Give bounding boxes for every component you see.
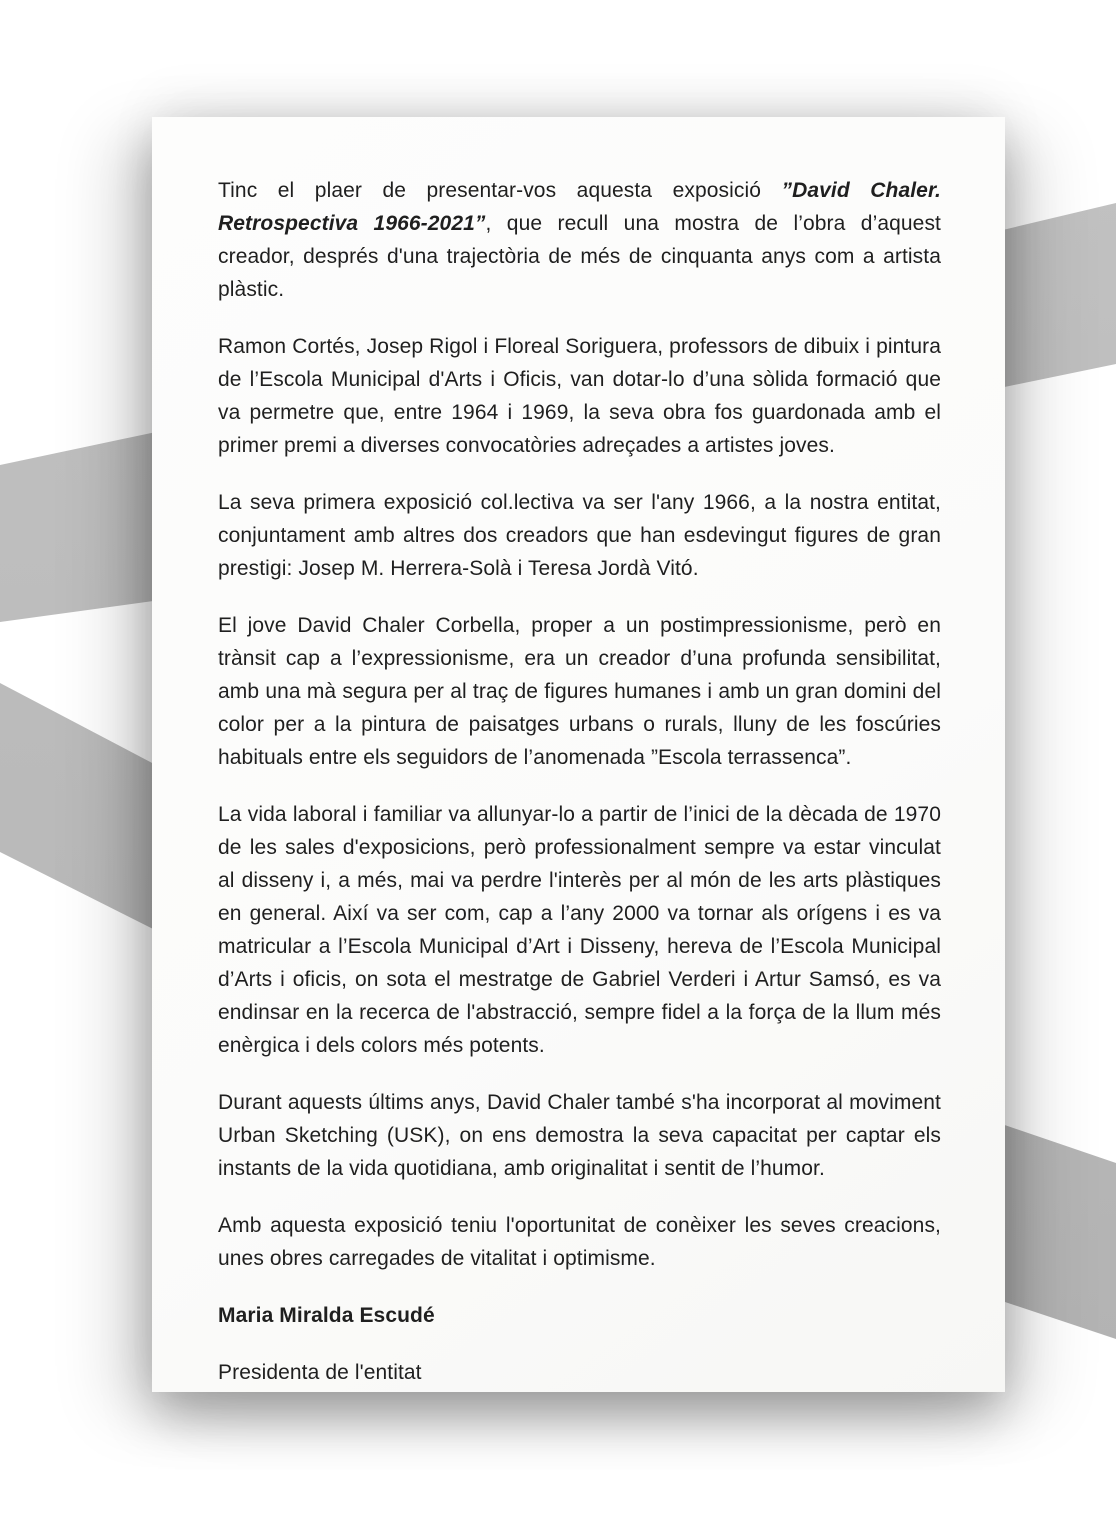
- signature-title: Presidenta de l'entitat: [218, 1361, 422, 1384]
- scanned-letter-page: [152, 117, 1005, 1392]
- paragraph-teachers: Ramon Cortés, Josep Rigol i Floreal Soriguera, professors de dibuix i pintura de l’Escola Municipal d'Arts i Oficis, van dotar-lo d’una sòlida formació que va permetre que, entre 1964 i 1969, la seva obra fos guardonada amb el primer premi a diverses convocatòries adreçades a artistes joves.: [218, 335, 941, 457]
- paragraph-young-artist: El jove David Chaler Corbella, proper a un postimpressionisme, però en trànsit cap a l’expressionisme, era un creador d’una profunda sensibilitat, amb una mà segura per al traç de figures humanes i amb un gran domini del color per a la pintura de paisatges urbans o rurals, lluny de les foscúries habituals entre els seguidors de l’anomenada ”Escola terrassenca”.: [218, 614, 941, 769]
- exhibition-title: ”David Chaler. Retrospectiva 1966-2021”: [218, 179, 941, 235]
- paragraph-closing: Amb aquesta exposició teniu l'oportunitat de conèixer les seves creacions, unes obres carregades de vitalitat i optimisme.: [218, 1214, 941, 1270]
- intro-text-pre: Tinc el plaer de presentar-vos aquesta exposició: [218, 179, 782, 202]
- paragraph-first-exhibition: La seva primera exposició col.lectiva va ser l'any 1966, a la nostra entitat, conjuntament amb altres dos creadors que han esdevingut figures de gran prestigi: Josep M. Herrera-Solà i Teresa Jordà Vitó.: [218, 491, 941, 580]
- paragraph-urban-sketching: Durant aquests últims anys, David Chaler també s'ha incorporat al moviment Urban Sketching (USK), on ens demostra la seva capacitat per captar els instants de la vida quotidiana, amb originalitat i sentit de l’humor.: [218, 1091, 941, 1180]
- paragraph-career: La vida laboral i familiar va allunyar-lo a partir de l’inici de la dècada de 1970 de les sales d'exposicions, però professionalment sempre va estar vinculat al disseny i, a més, mai va perdre l'interès per al món de les arts plàstiques en general. Així va ser com, cap a l’any 2000 va tornar als orígens i es va matricular a l’Escola Municipal d’Art i Disseny, hereva de l’Escola Municipal d’Arts i oficis, on sota el mestratge de Gabriel Verderi i Artur Samsó, es va endinsar en la recerca de l'abstracció, sempre fidel a la força de la llum més enèrgica i dels colors més potents.: [218, 803, 941, 1057]
- intro-text-post: , que recull una mostra de l’obra d’aquest creador, després d'una trajectòria de més de cinquanta anys com a artista plàstic.: [218, 212, 941, 301]
- signature-name: Maria Miralda Escudé: [218, 1304, 435, 1327]
- intro-paragraph: [218, 174, 941, 306]
